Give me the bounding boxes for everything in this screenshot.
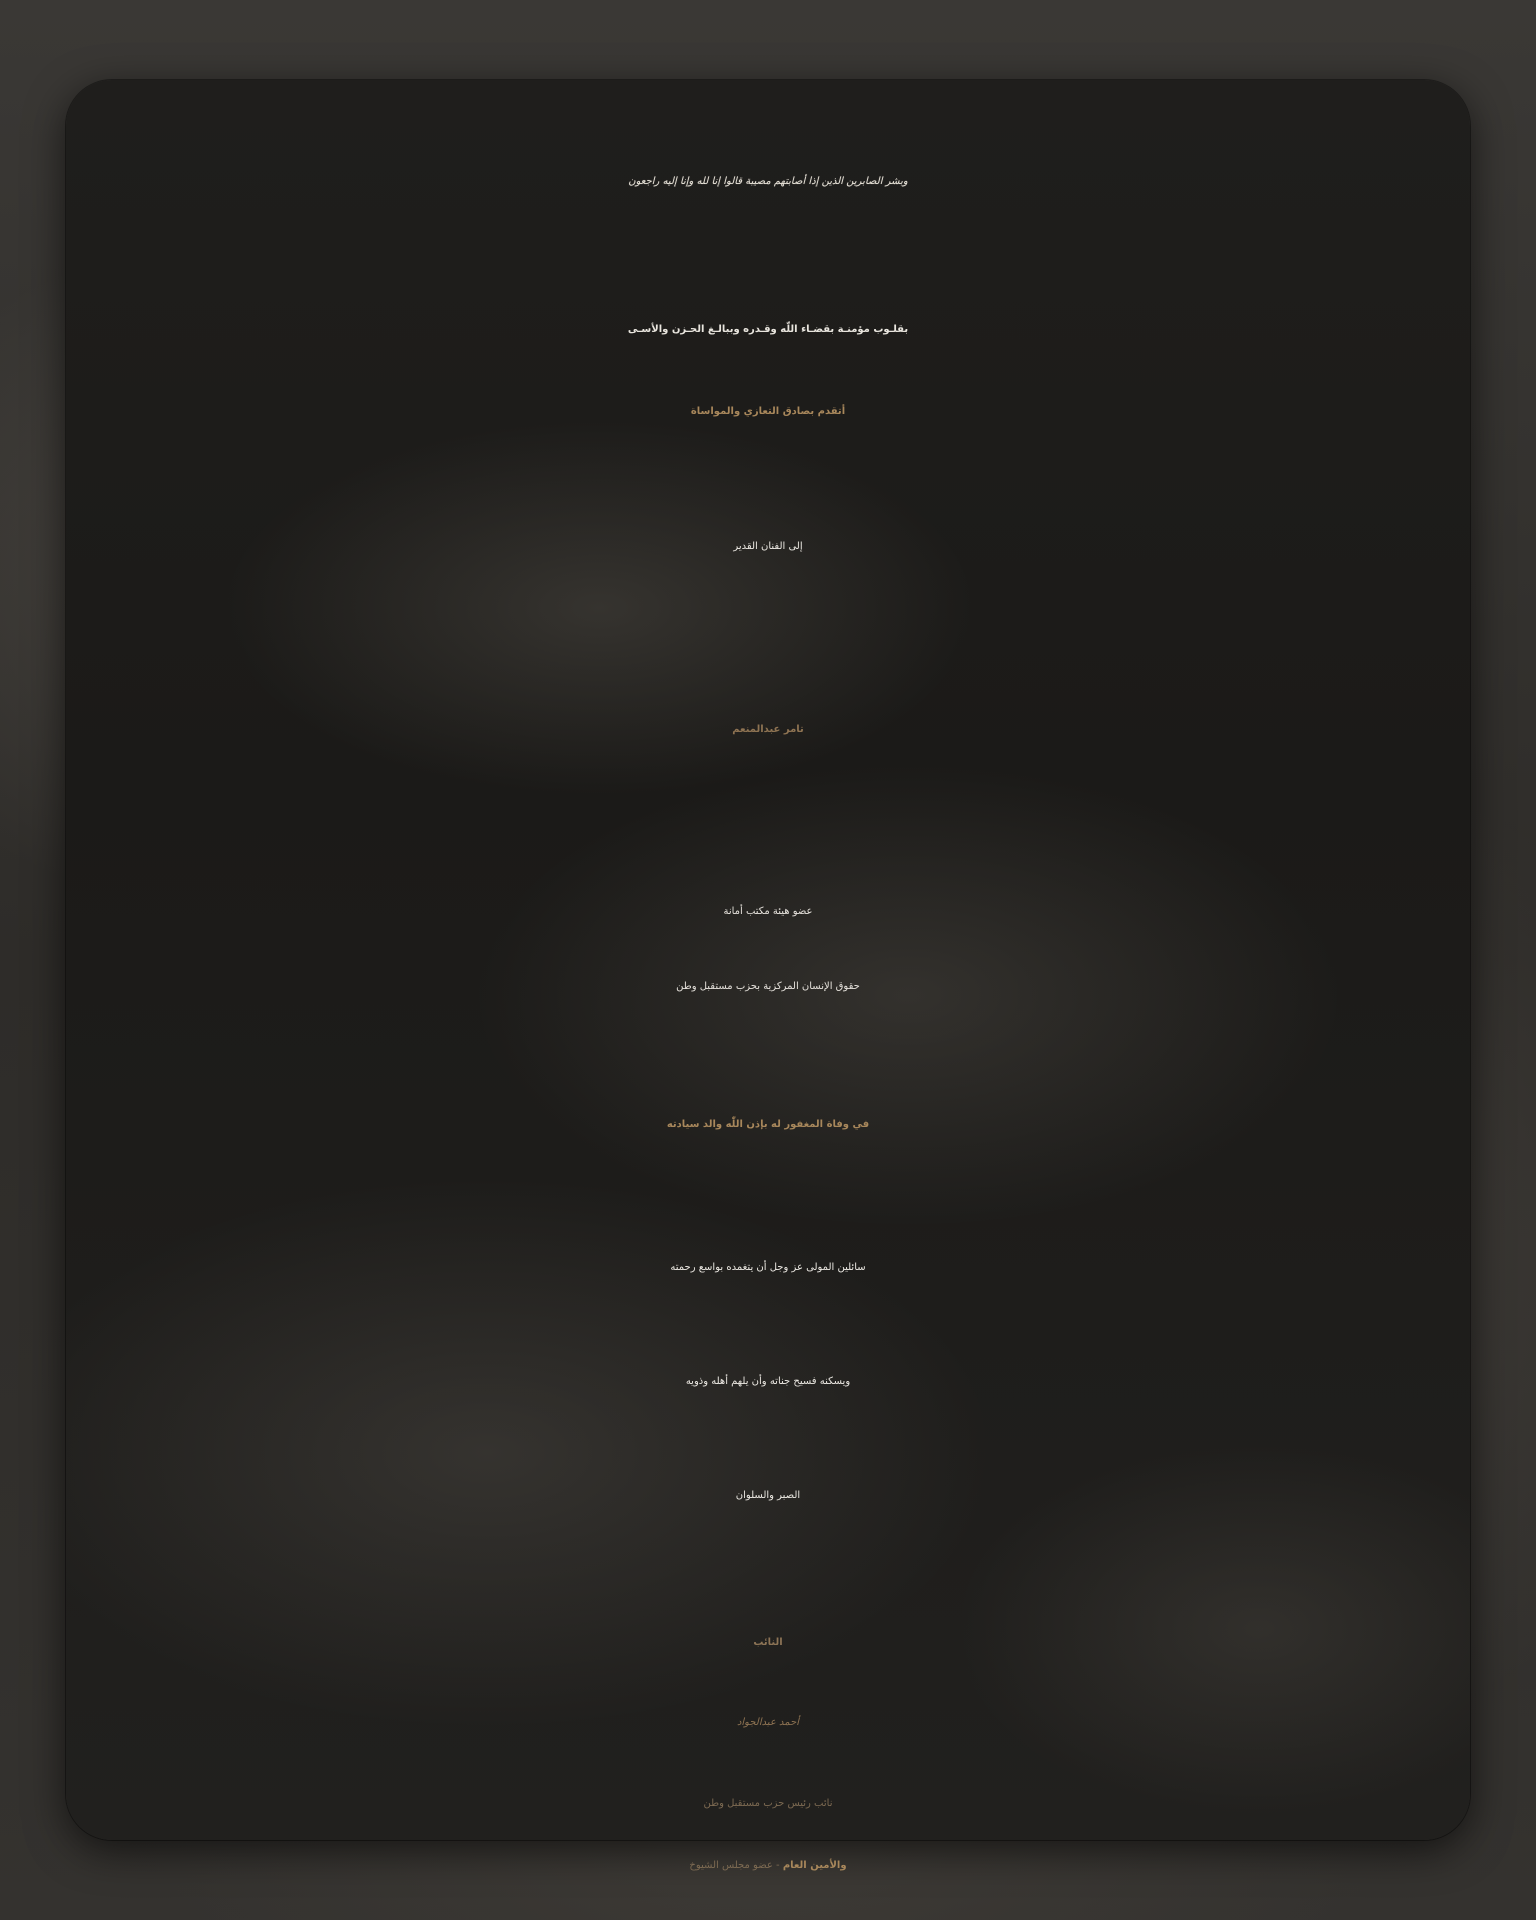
occasion-line: في وفاة المغفور له بإذن اللّٰه والد سيادته	[666, 1119, 870, 1130]
sender-signature-name: أحمد عبدالجواد	[736, 1717, 800, 1728]
recipient-role-line-2: حقوق الإنسان المركزية بحزب مستقبل وطن	[676, 981, 860, 992]
recipient-role-line-1: عضو هيئة مكتب أمانة	[723, 906, 813, 917]
condolence-card	[66, 80, 1470, 1871]
recipient-name: تامر عبدالمنعم	[732, 724, 804, 735]
recipient-prefix: إلى الفنان القدير	[733, 541, 803, 552]
sender-title: النائب	[753, 1637, 783, 1648]
intro-line-2: أتقدم بصادق التعازي والمواساة	[690, 406, 846, 417]
intro-line-1: بقلـوب مؤمنـة بقضـاء اللّه وقـدره وببالـغ الحـزن والأسـى	[627, 324, 909, 335]
sender-position-accent: والأمين العام	[782, 1860, 847, 1871]
sender-position-line-1: نائب رئيس حزب مستقبل وطن	[703, 1798, 833, 1809]
prayer-line-1: سائلين المولى عز وجل أن يتغمده بواسع رحمته	[670, 1262, 866, 1273]
quran-verse-calligraphy: وبشر الصابرين الذين إذا أصابتهم مصيبة قالوا إنا لله وإنا إليه راجعون	[628, 176, 908, 187]
sender-position-rest: - عضو مجلس الشيوخ	[689, 1860, 783, 1871]
prayer-line-2: ويسكنه فسيح جناته وأن يلهم أهله وذويه	[685, 1376, 851, 1387]
prayer-line-3: الصبر والسلوان	[735, 1490, 801, 1501]
sender-position-line-2	[66, 1842, 1470, 1890]
